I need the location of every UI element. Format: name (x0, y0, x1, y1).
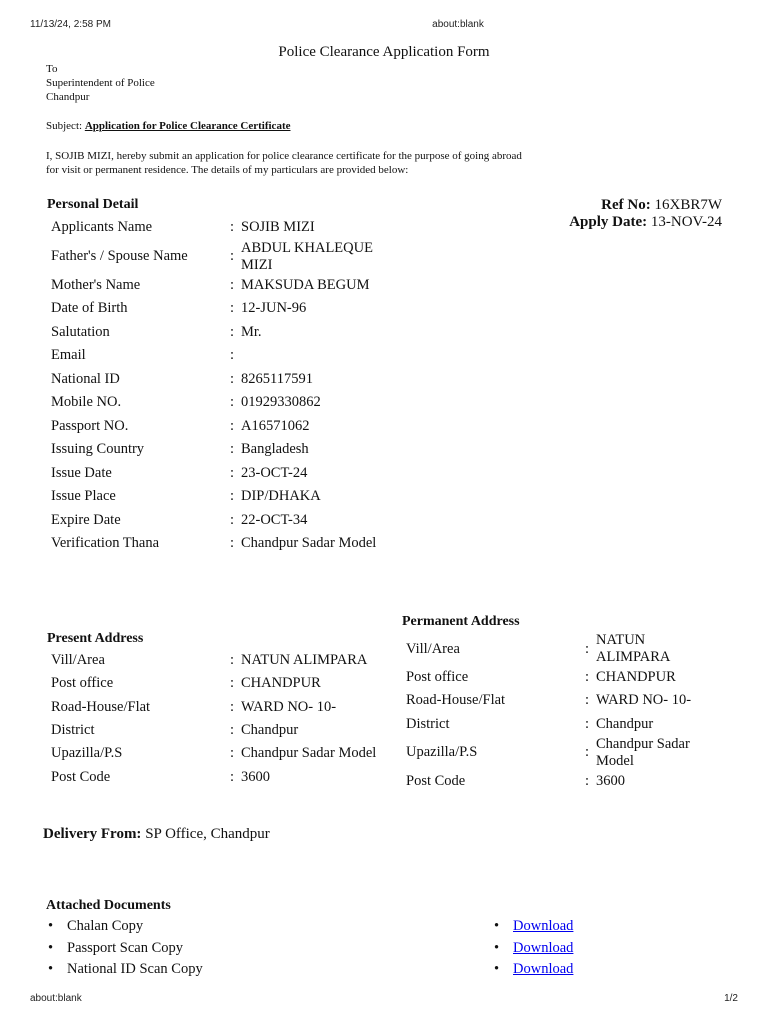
permanent-address-table (406, 632, 706, 793)
field-label: Mobile NO. (51, 394, 122, 411)
intro-paragraph (46, 149, 566, 177)
detail-row (51, 532, 391, 556)
field-label: Email (51, 347, 86, 364)
delivery-label: Delivery From: (43, 826, 142, 842)
field-label: Passport NO. (51, 417, 129, 434)
field-value: NATUN ALIMPARA (241, 652, 368, 669)
address-to: To (46, 63, 58, 75)
detail-row (51, 719, 391, 742)
present-address-table (51, 649, 391, 789)
field-label: Salutation (51, 323, 110, 340)
field-value (241, 344, 391, 368)
field-label: Upazilla/P.S (51, 745, 123, 762)
field-separator: : (229, 323, 235, 340)
field-separator: : (229, 488, 235, 505)
field-label: Post Code (406, 773, 466, 790)
field-label: Upazilla/P.S (406, 744, 478, 761)
attached-documents-title: Attached Documents (46, 898, 171, 913)
detail-row (406, 736, 706, 770)
field-value: Chandpur Sadar Model (241, 745, 377, 762)
detail-row (406, 770, 706, 793)
subject-label: Subject: (46, 120, 83, 132)
field-value: 3600 (241, 768, 270, 785)
bullet-icon: • (494, 918, 500, 934)
detail-row (51, 765, 391, 788)
download-link[interactable]: Download (513, 961, 574, 977)
recipient-address (46, 62, 155, 104)
field-label: Road-House/Flat (406, 692, 506, 709)
subject-text: Application for Police Clearance Certificate (84, 120, 291, 132)
field-separator: : (229, 394, 235, 411)
field-label: Date of Birth (51, 300, 128, 317)
attached-documents-list (46, 916, 346, 981)
field-label: Vill/Area (406, 640, 460, 657)
footer-url: about:blank (30, 993, 82, 1004)
field-label: Vill/Area (51, 652, 105, 669)
field-separator: : (229, 768, 235, 785)
field-separator: : (229, 347, 235, 364)
detail-row (406, 713, 706, 736)
field-label: Verification Thana (51, 535, 160, 552)
field-value: WARD NO- 10- (596, 692, 692, 709)
detail-row (51, 321, 391, 345)
field-value: SOJIB MIZI (241, 219, 315, 236)
detail-row (51, 274, 391, 298)
field-separator: : (229, 722, 235, 739)
field-separator: : (229, 276, 235, 293)
detail-row (51, 438, 391, 462)
field-label: Applicants Name (51, 219, 153, 236)
field-value: Chandpur Sadar Model (241, 535, 377, 552)
field-separator: : (584, 692, 590, 709)
page-number: 1/2 (724, 993, 738, 1004)
delivery-value: SP Office, Chandpur (145, 826, 270, 842)
field-value: 3600 (596, 773, 625, 790)
print-url: about:blank (432, 19, 484, 30)
detail-row (51, 462, 391, 486)
detail-row (51, 696, 391, 719)
field-value: ABDUL KHALEQUE MIZI (241, 239, 373, 273)
detail-row (51, 485, 391, 509)
field-label: District (406, 715, 450, 732)
personal-detail-table (51, 216, 391, 556)
document-name: National ID Scan Copy (67, 961, 203, 977)
detail-row (51, 240, 391, 274)
detail-row (51, 391, 391, 415)
ref-no-label: Ref No: (601, 197, 651, 213)
field-value: WARD NO- 10- (241, 698, 337, 715)
subject-line (46, 120, 291, 132)
bullet-icon: • (494, 939, 500, 956)
detail-row (51, 509, 391, 533)
field-separator: : (229, 535, 235, 552)
field-separator: : (584, 640, 590, 657)
bullet-icon: • (48, 961, 54, 977)
field-separator: : (584, 669, 590, 686)
apply-date (569, 214, 722, 231)
field-separator: : (584, 744, 590, 761)
field-value: MAKSUDA BEGUM (241, 276, 370, 293)
form-title: Police Clearance Application Form (278, 44, 490, 60)
ref-no (601, 197, 722, 214)
field-label: District (51, 722, 95, 739)
apply-date-value: 13-NOV-24 (650, 214, 722, 230)
field-label: Post office (406, 669, 469, 686)
download-item (492, 959, 692, 981)
field-label: Father's / Spouse Name (51, 248, 188, 264)
field-value: Chandpur (596, 715, 654, 732)
field-separator: : (229, 652, 235, 669)
field-label: Expire Date (51, 511, 121, 528)
detail-row (406, 632, 706, 666)
print-datetime: 11/13/24, 2:58 PM (30, 19, 111, 30)
field-value: 8265117591 (241, 370, 313, 387)
document-name: Passport Scan Copy (67, 939, 183, 956)
detail-row (51, 415, 391, 439)
field-value: DIP/DHAKA (241, 488, 321, 505)
field-separator: : (229, 464, 235, 481)
field-label: Road-House/Flat (51, 698, 151, 715)
detail-row (51, 742, 391, 765)
field-value: CHANDPUR (596, 669, 676, 686)
field-label: National ID (51, 370, 120, 387)
document-item (46, 938, 346, 960)
download-item (492, 916, 692, 938)
field-separator: : (229, 745, 235, 762)
bullet-icon: • (494, 961, 500, 977)
field-separator: : (229, 219, 235, 236)
field-value: 12-JUN-96 (241, 300, 307, 317)
download-link[interactable]: Download (513, 939, 574, 956)
delivery-from (43, 826, 270, 843)
field-value: Bangladesh (241, 441, 309, 458)
document-name: Chalan Copy (67, 918, 144, 934)
present-address-title: Present Address (47, 631, 144, 646)
field-value: CHANDPUR (241, 675, 321, 692)
address-line2: Chandpur (46, 91, 90, 103)
ref-no-value: 16XBR7W (654, 197, 722, 213)
detail-row (406, 689, 706, 712)
detail-row (51, 344, 391, 368)
bullet-icon: • (48, 939, 54, 956)
detail-row (51, 216, 391, 240)
permanent-address-title: Permanent Address (402, 614, 520, 629)
field-value: Chandpur Sadar Model (596, 735, 690, 769)
field-separator: : (229, 441, 235, 458)
field-separator: : (229, 698, 235, 715)
field-label: Post Code (51, 768, 111, 785)
address-line1: Superintendent of Police (46, 77, 155, 89)
field-label: Issue Date (51, 464, 112, 481)
detail-row (51, 297, 391, 321)
detail-row (406, 666, 706, 689)
field-value: A16571062 (241, 417, 310, 434)
field-separator: : (229, 300, 235, 317)
detail-row (51, 368, 391, 392)
field-separator: : (229, 248, 235, 264)
detail-row (51, 672, 391, 695)
field-separator: : (229, 370, 235, 387)
document-item (46, 916, 346, 938)
field-label: Issuing Country (51, 441, 145, 458)
apply-date-label: Apply Date: (569, 214, 648, 230)
download-links-list (492, 916, 692, 981)
field-value: 01929330862 (241, 394, 321, 411)
field-value: NATUN ALIMPARA (596, 632, 671, 665)
field-value: Mr. (241, 323, 262, 340)
field-separator: : (584, 773, 590, 790)
field-separator: : (229, 511, 235, 528)
field-separator: : (584, 715, 590, 732)
field-label: Post office (51, 675, 114, 692)
download-link[interactable]: Download (513, 918, 574, 934)
personal-detail-title: Personal Detail (47, 197, 139, 212)
field-value: 23-OCT-24 (241, 464, 308, 481)
detail-row (51, 649, 391, 672)
field-separator: : (229, 417, 235, 434)
document-item (46, 959, 346, 981)
field-separator: : (229, 675, 235, 692)
field-label: Issue Place (51, 488, 116, 505)
download-item (492, 938, 692, 960)
field-label: Mother's Name (51, 276, 141, 293)
intro-line2: for visit or permanent residence. The details of my particulars are provided below: (46, 164, 409, 176)
field-value: Chandpur (241, 722, 299, 739)
intro-line1: I, SOJIB MIZI, hereby submit an application for police clearance certificate for the purpose of going abroad (46, 150, 522, 162)
bullet-icon: • (48, 918, 54, 934)
field-value: 22-OCT-34 (241, 511, 308, 528)
